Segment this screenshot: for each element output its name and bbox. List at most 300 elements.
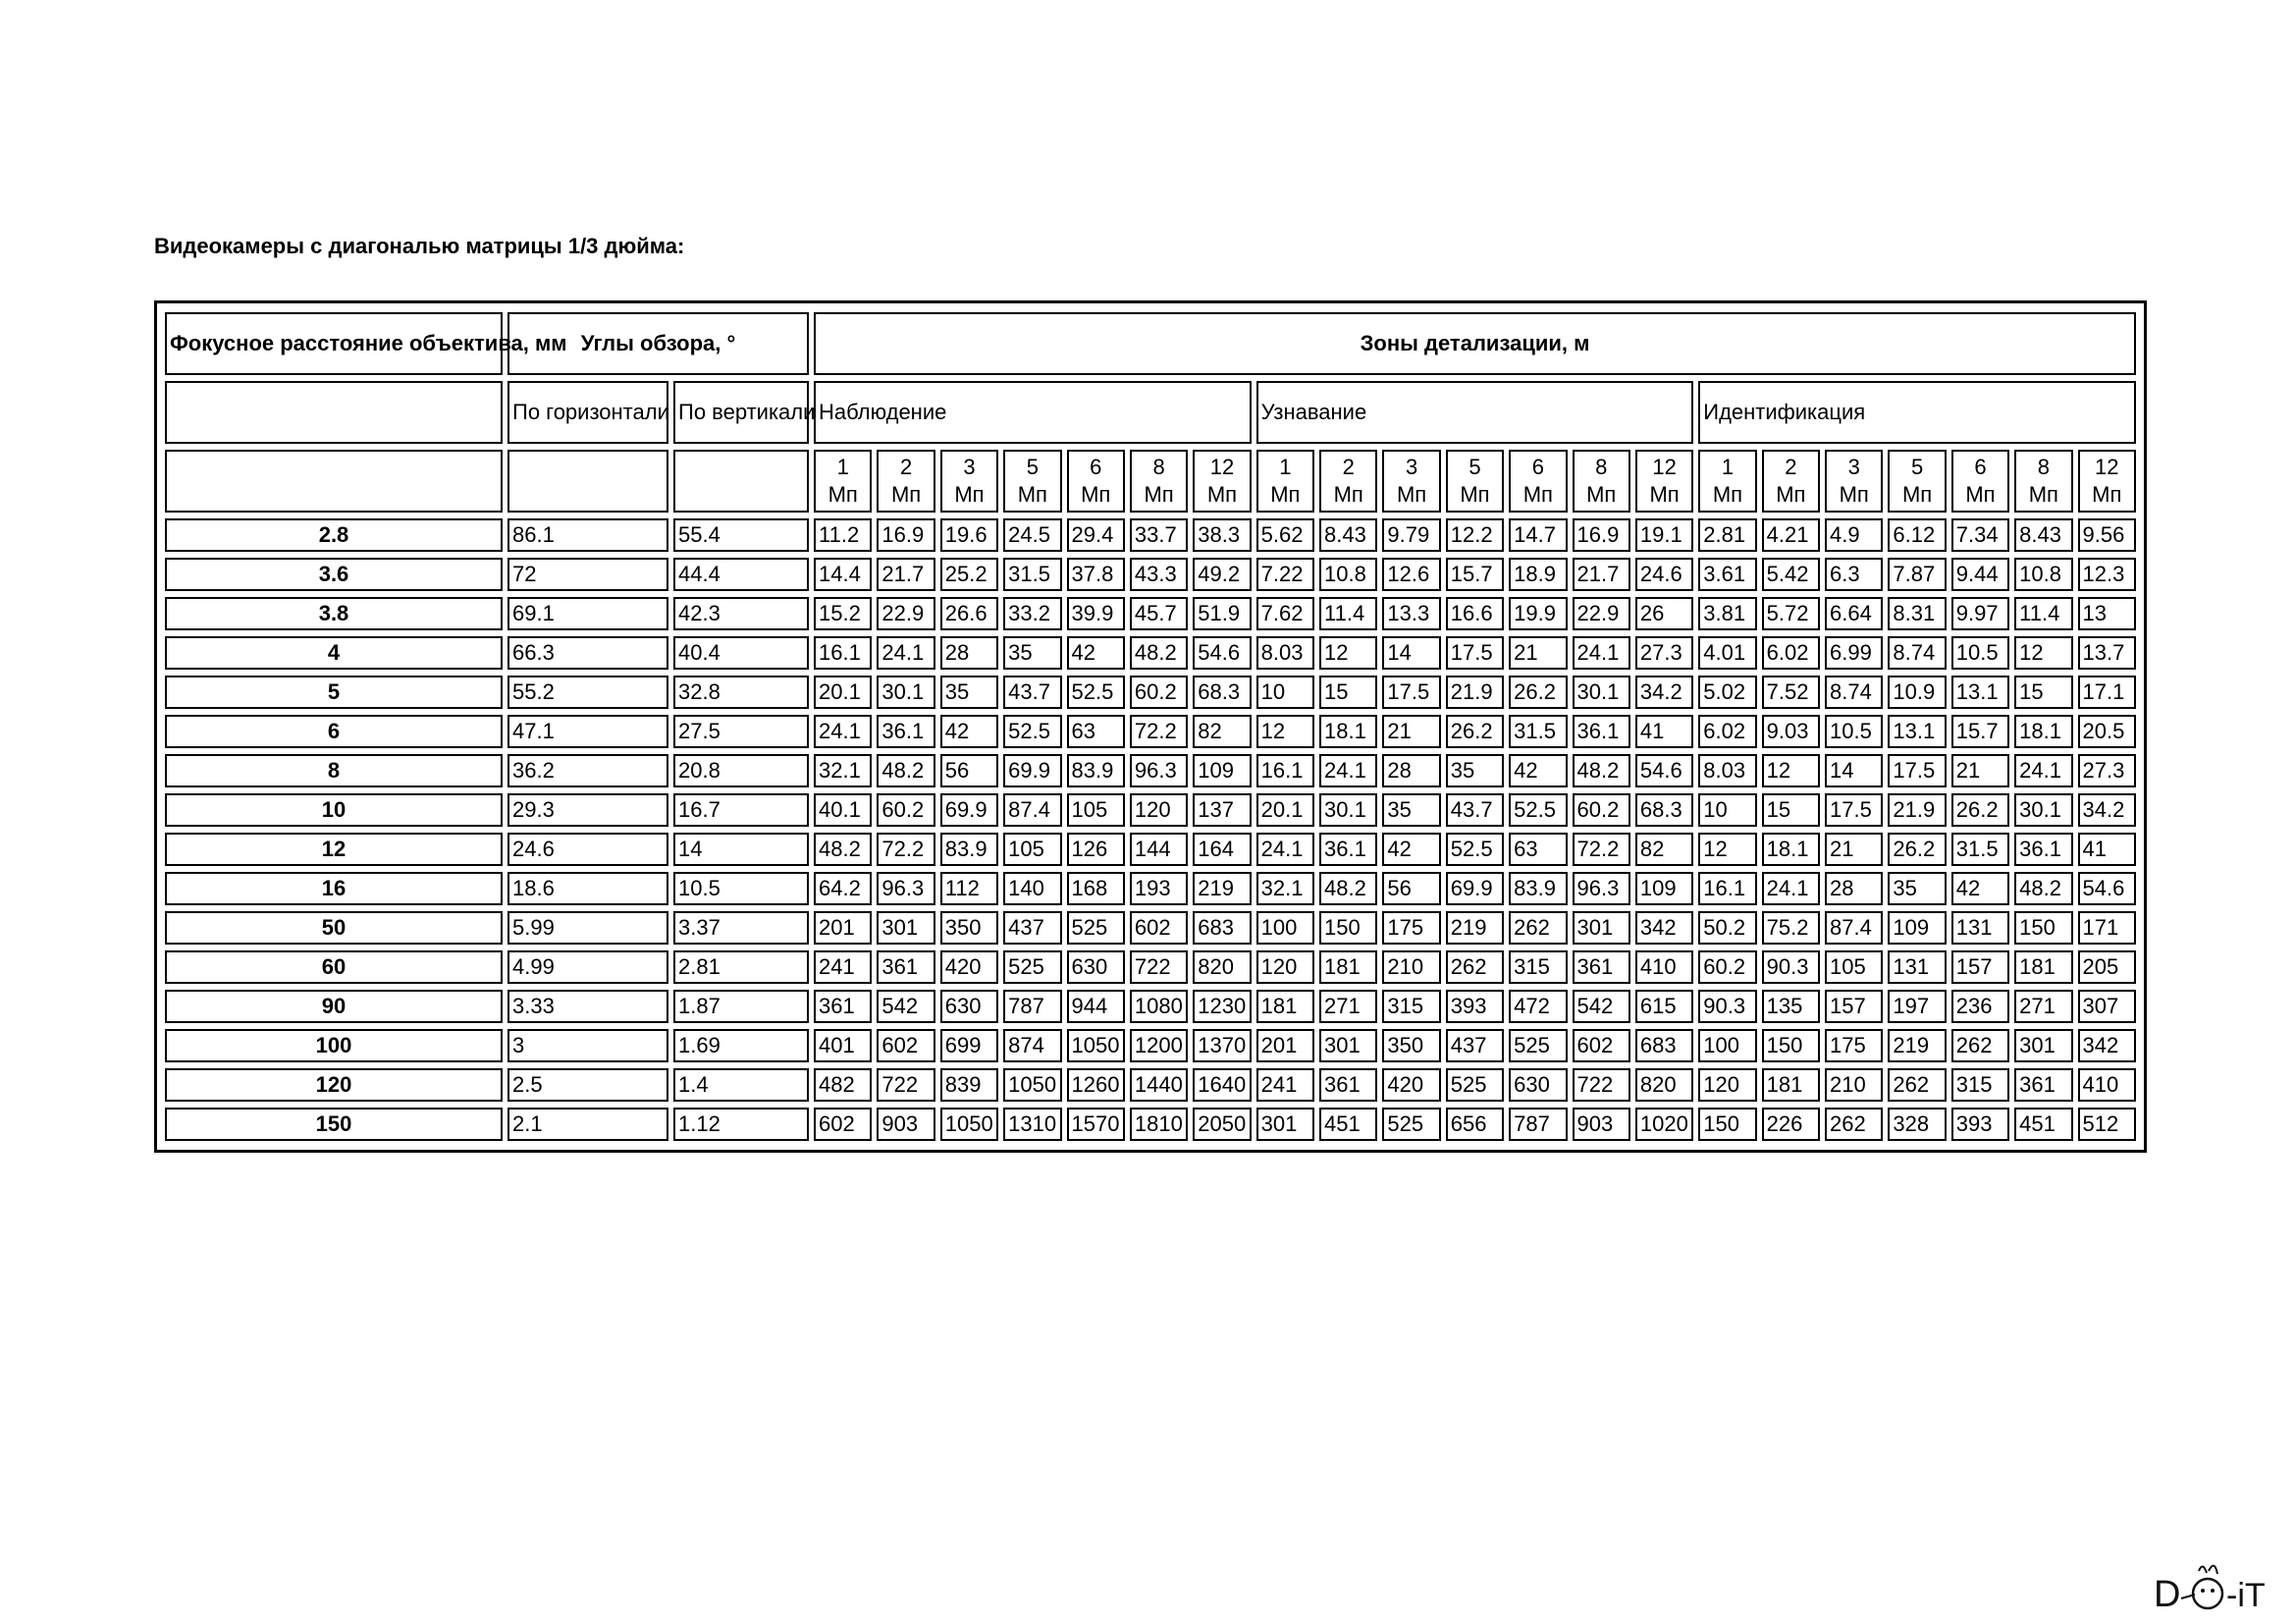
value-cell: 525 <box>1382 1108 1440 1141</box>
detail-zones-table <box>160 306 2141 1147</box>
value-cell: 19.6 <box>940 518 998 552</box>
mp-value: 12 <box>2095 455 2119 479</box>
header-group-observation: Наблюдение <box>814 381 1252 444</box>
value-cell: 66.3 <box>507 636 668 670</box>
value-cell: 944 <box>1067 990 1125 1023</box>
header-mp-cell <box>1382 450 1440 513</box>
value-cell: 10.5 <box>1825 715 1883 748</box>
value-cell: 2.81 <box>673 950 809 984</box>
mp-value: 8 <box>1595 455 1608 479</box>
value-cell: 120 <box>1256 950 1314 984</box>
value-cell: 35 <box>940 676 998 709</box>
mp-value: 8 <box>1152 455 1165 479</box>
value-cell: 10 <box>1256 676 1314 709</box>
mp-value: 5 <box>1468 455 1481 479</box>
value-cell: 16.1 <box>814 636 872 670</box>
mp-value: 6 <box>1531 455 1544 479</box>
value-cell: 18.1 <box>2014 715 2072 748</box>
table-row <box>165 636 2136 670</box>
value-cell: 24.1 <box>1256 833 1314 866</box>
value-cell: 22.9 <box>877 597 934 630</box>
value-cell: 210 <box>1825 1068 1883 1102</box>
value-cell: 47.1 <box>507 715 668 748</box>
value-cell: 41 <box>2078 833 2136 866</box>
value-cell: 602 <box>877 1029 934 1062</box>
value-cell: 24.1 <box>814 715 872 748</box>
value-cell: 14 <box>1825 754 1883 787</box>
value-cell: 83.9 <box>940 833 998 866</box>
value-cell: 10.9 <box>1888 676 1946 709</box>
mp-value: 3 <box>1405 455 1418 479</box>
value-cell: 361 <box>814 990 872 1023</box>
value-cell: 37.8 <box>1067 558 1125 591</box>
value-cell: 262 <box>1951 1029 2009 1062</box>
value-cell: 112 <box>940 872 998 905</box>
value-cell: 262 <box>1825 1108 1883 1141</box>
value-cell: 68.3 <box>1193 676 1251 709</box>
value-cell: 5.02 <box>1698 676 1756 709</box>
table-row <box>165 793 2136 827</box>
header-mp-cell <box>1130 450 1188 513</box>
value-cell: 60.2 <box>1698 950 1756 984</box>
value-cell: 262 <box>1509 911 1567 945</box>
value-cell: 1050 <box>1067 1029 1125 1062</box>
value-cell: 30.1 <box>1573 676 1630 709</box>
value-cell: 1370 <box>1193 1029 1251 1062</box>
value-cell: 109 <box>1635 872 1693 905</box>
value-cell: 30.1 <box>1319 793 1377 827</box>
value-cell: 13.1 <box>1951 676 2009 709</box>
value-cell: 44.4 <box>673 558 809 591</box>
value-cell: 315 <box>1951 1068 2009 1102</box>
value-cell: 28 <box>1825 872 1883 905</box>
table-row <box>165 1068 2136 1102</box>
value-cell: 100 <box>1698 1029 1756 1062</box>
value-cell: 12.6 <box>1382 558 1440 591</box>
value-cell: 11.4 <box>2014 597 2072 630</box>
value-cell: 72.2 <box>1573 833 1630 866</box>
focal-length-cell: 16 <box>165 872 503 905</box>
value-cell: 69.9 <box>1446 872 1504 905</box>
value-cell: 36.1 <box>1319 833 1377 866</box>
value-cell: 393 <box>1951 1108 2009 1141</box>
mp-value: 2 <box>1342 455 1355 479</box>
mp-value: 6 <box>1090 455 1102 479</box>
value-cell: 105 <box>1825 950 1883 984</box>
svg-text:-iT: -iT <box>2226 1577 2266 1614</box>
value-cell: 21.7 <box>877 558 934 591</box>
value-cell: 83.9 <box>1509 872 1567 905</box>
value-cell: 1640 <box>1193 1068 1251 1102</box>
mp-unit: Мп <box>1017 482 1047 507</box>
value-cell: 12.3 <box>2078 558 2136 591</box>
value-cell: 1050 <box>1003 1068 1061 1102</box>
value-cell: 241 <box>1256 1068 1314 1102</box>
value-cell: 31.5 <box>1509 715 1567 748</box>
value-cell: 43.3 <box>1130 558 1188 591</box>
value-cell: 52.5 <box>1509 793 1567 827</box>
value-cell: 630 <box>1509 1068 1567 1102</box>
value-cell: 262 <box>1446 950 1504 984</box>
mp-unit: Мп <box>828 482 858 507</box>
value-cell: 64.2 <box>814 872 872 905</box>
value-cell: 15.7 <box>1446 558 1504 591</box>
value-cell: 630 <box>940 990 998 1023</box>
value-cell: 26.2 <box>1509 676 1567 709</box>
value-cell: 16.7 <box>673 793 809 827</box>
value-cell: 393 <box>1446 990 1504 1023</box>
value-cell: 42 <box>1509 754 1567 787</box>
value-cell: 21 <box>1382 715 1440 748</box>
value-cell: 20.1 <box>814 676 872 709</box>
focal-length-cell: 8 <box>165 754 503 787</box>
value-cell: 7.87 <box>1888 558 1946 591</box>
value-cell: 1020 <box>1635 1108 1693 1141</box>
value-cell: 63 <box>1509 833 1567 866</box>
mp-unit: Мп <box>1649 482 1680 507</box>
value-cell: 109 <box>1193 754 1251 787</box>
value-cell: 1230 <box>1193 990 1251 1023</box>
value-cell: 33.2 <box>1003 597 1061 630</box>
value-cell: 3.33 <box>507 990 668 1023</box>
value-cell: 30.1 <box>877 676 934 709</box>
value-cell: 96.3 <box>1573 872 1630 905</box>
value-cell: 56 <box>940 754 998 787</box>
mp-unit: Мп <box>1965 482 1996 507</box>
value-cell: 525 <box>1446 1068 1504 1102</box>
rabbit-logo-icon <box>2152 1559 2289 1618</box>
value-cell: 307 <box>2078 990 2136 1023</box>
value-cell: 5.99 <box>507 911 668 945</box>
value-cell: 2.1 <box>507 1108 668 1141</box>
value-cell: 1260 <box>1067 1068 1125 1102</box>
value-cell: 722 <box>877 1068 934 1102</box>
document-caption: Видеокамеры с диагональю матрицы 1/3 дюйма: <box>154 234 685 258</box>
value-cell: 181 <box>1256 990 1314 1023</box>
value-cell: 171 <box>2078 911 2136 945</box>
value-cell: 301 <box>1256 1108 1314 1141</box>
mp-value: 2 <box>1785 455 1797 479</box>
mp-unit: Мп <box>1396 482 1427 507</box>
header-mp-cell <box>1193 450 1251 513</box>
value-cell: 72.2 <box>877 833 934 866</box>
mp-unit: Мп <box>1901 482 1933 507</box>
header-mp-cell <box>1762 450 1820 513</box>
value-cell: 21 <box>1509 636 1567 670</box>
value-cell: 60.2 <box>877 793 934 827</box>
value-cell: 17.5 <box>1382 676 1440 709</box>
mp-unit: Мп <box>954 482 985 507</box>
value-cell: 1810 <box>1130 1108 1188 1141</box>
value-cell: 40.1 <box>814 793 872 827</box>
focal-length-cell: 60 <box>165 950 503 984</box>
value-cell: 17.5 <box>1446 636 1504 670</box>
value-cell: 82 <box>1635 833 1693 866</box>
table-row <box>165 1108 2136 1141</box>
value-cell: 17.5 <box>1888 754 1946 787</box>
table-row <box>165 715 2136 748</box>
value-cell: 350 <box>1382 1029 1440 1062</box>
value-cell: 8.43 <box>2014 518 2072 552</box>
focal-length-cell: 3.6 <box>165 558 503 591</box>
value-cell: 271 <box>2014 990 2072 1023</box>
value-cell: 48.2 <box>1573 754 1630 787</box>
value-cell: 10.8 <box>1319 558 1377 591</box>
value-cell: 51.9 <box>1193 597 1251 630</box>
mp-unit: Мп <box>890 482 922 507</box>
mp-value: 8 <box>2037 455 2050 479</box>
value-cell: 96.3 <box>1130 754 1188 787</box>
value-cell: 32.1 <box>1256 872 1314 905</box>
value-cell: 60.2 <box>1130 676 1188 709</box>
value-cell: 181 <box>1762 1068 1820 1102</box>
value-cell: 420 <box>1382 1068 1440 1102</box>
value-cell: 135 <box>1762 990 1820 1023</box>
value-cell: 542 <box>1573 990 1630 1023</box>
table-row <box>165 833 2136 866</box>
value-cell: 21 <box>1825 833 1883 866</box>
value-cell: 164 <box>1193 833 1251 866</box>
table-row <box>165 1029 2136 1062</box>
value-cell: 38.3 <box>1193 518 1251 552</box>
value-cell: 68.3 <box>1635 793 1693 827</box>
value-cell: 131 <box>1888 950 1946 984</box>
mp-unit: Мп <box>1712 482 1743 507</box>
value-cell: 96.3 <box>877 872 934 905</box>
value-cell: 72.2 <box>1130 715 1188 748</box>
value-cell: 24.1 <box>1319 754 1377 787</box>
mp-value: 5 <box>1026 455 1039 479</box>
value-cell: 3 <box>507 1029 668 1062</box>
value-cell: 19.9 <box>1509 597 1567 630</box>
value-cell: 90.3 <box>1762 950 1820 984</box>
value-cell: 26.2 <box>1888 833 1946 866</box>
value-cell: 40.4 <box>673 636 809 670</box>
value-cell: 683 <box>1193 911 1251 945</box>
value-cell: 126 <box>1067 833 1125 866</box>
value-cell: 602 <box>1130 911 1188 945</box>
value-cell: 35 <box>1003 636 1061 670</box>
table-body <box>165 312 2136 1141</box>
mp-value: 3 <box>963 455 976 479</box>
mp-unit: Мп <box>1333 482 1363 507</box>
value-cell: 82 <box>1193 715 1251 748</box>
value-cell: 131 <box>1951 911 2009 945</box>
value-cell: 157 <box>1825 990 1883 1023</box>
value-cell: 137 <box>1193 793 1251 827</box>
value-cell: 20.8 <box>673 754 809 787</box>
focal-length-cell: 2.8 <box>165 518 503 552</box>
focal-length-cell: 100 <box>165 1029 503 1062</box>
value-cell: 45.7 <box>1130 597 1188 630</box>
value-cell: 10.5 <box>673 872 809 905</box>
focal-length-cell: 90 <box>165 990 503 1023</box>
value-cell: 20.5 <box>2078 715 2136 748</box>
value-cell: 32.8 <box>673 676 809 709</box>
value-cell: 342 <box>1635 911 1693 945</box>
value-cell: 12 <box>1256 715 1314 748</box>
value-cell: 181 <box>1319 950 1377 984</box>
value-cell: 14 <box>673 833 809 866</box>
value-cell: 48.2 <box>814 833 872 866</box>
header-row-sub <box>165 381 2136 444</box>
header-mp-cell <box>1825 450 1883 513</box>
value-cell: 8.74 <box>1825 676 1883 709</box>
mp-unit: Мп <box>1081 482 1111 507</box>
value-cell: 14.4 <box>814 558 872 591</box>
value-cell: 8.31 <box>1888 597 1946 630</box>
value-cell: 602 <box>1573 1029 1630 1062</box>
value-cell: 6.3 <box>1825 558 1883 591</box>
header-empty-cell <box>507 450 668 513</box>
value-cell: 20.1 <box>1256 793 1314 827</box>
svg-text:D: D <box>2154 1574 2181 1615</box>
header-row-main <box>165 312 2136 375</box>
value-cell: 451 <box>1319 1108 1377 1141</box>
value-cell: 14 <box>1382 636 1440 670</box>
value-cell: 72 <box>507 558 668 591</box>
value-cell: 5.42 <box>1762 558 1820 591</box>
value-cell: 13.1 <box>1888 715 1946 748</box>
value-cell: 48.2 <box>2014 872 2072 905</box>
value-cell: 150 <box>1698 1108 1756 1141</box>
focal-length-cell: 120 <box>165 1068 503 1102</box>
value-cell: 9.56 <box>2078 518 2136 552</box>
header-mp-cell <box>877 450 934 513</box>
value-cell: 54.6 <box>1635 754 1693 787</box>
value-cell: 201 <box>1256 1029 1314 1062</box>
value-cell: 21.9 <box>1888 793 1946 827</box>
value-cell: 525 <box>1067 911 1125 945</box>
value-cell: 3.81 <box>1698 597 1756 630</box>
value-cell: 12.2 <box>1446 518 1504 552</box>
value-cell: 6.64 <box>1825 597 1883 630</box>
value-cell: 2.81 <box>1698 518 1756 552</box>
value-cell: 437 <box>1003 911 1061 945</box>
header-mp-cell <box>1951 450 2009 513</box>
value-cell: 315 <box>1382 990 1440 1023</box>
mp-value: 12 <box>1209 455 1235 479</box>
header-mp-cell <box>814 450 872 513</box>
focal-length-cell: 3.8 <box>165 597 503 630</box>
value-cell: 42 <box>1951 872 2009 905</box>
value-cell: 8.43 <box>1319 518 1377 552</box>
header-empty-cell <box>165 450 503 513</box>
value-cell: 656 <box>1446 1108 1504 1141</box>
header-detail-zones: Зоны детализации, м <box>814 312 2136 375</box>
value-cell: 17.5 <box>1825 793 1883 827</box>
value-cell: 24.5 <box>1003 518 1061 552</box>
value-cell: 615 <box>1635 990 1693 1023</box>
focal-length-cell: 5 <box>165 676 503 709</box>
value-cell: 1050 <box>940 1108 998 1141</box>
value-cell: 24.6 <box>1635 558 1693 591</box>
value-cell: 181 <box>2014 950 2072 984</box>
value-cell: 90.3 <box>1698 990 1756 1023</box>
value-cell: 120 <box>1698 1068 1756 1102</box>
value-cell: 150 <box>2014 911 2072 945</box>
value-cell: 36.2 <box>507 754 668 787</box>
value-cell: 24.1 <box>1573 636 1630 670</box>
value-cell: 21.7 <box>1573 558 1630 591</box>
table-row <box>165 872 2136 905</box>
value-cell: 12 <box>1319 636 1377 670</box>
value-cell: 16.9 <box>877 518 934 552</box>
value-cell: 86.1 <box>507 518 668 552</box>
value-cell: 451 <box>2014 1108 2072 1141</box>
value-cell: 120 <box>1130 793 1188 827</box>
value-cell: 18.1 <box>1319 715 1377 748</box>
value-cell: 437 <box>1446 1029 1504 1062</box>
value-cell: 69.9 <box>940 793 998 827</box>
value-cell: 13.3 <box>1382 597 1440 630</box>
value-cell: 219 <box>1193 872 1251 905</box>
value-cell: 140 <box>1003 872 1061 905</box>
value-cell: 1440 <box>1130 1068 1188 1102</box>
value-cell: 22.9 <box>1573 597 1630 630</box>
value-cell: 5.72 <box>1762 597 1820 630</box>
header-row-megapixels <box>165 450 2136 513</box>
value-cell: 39.9 <box>1067 597 1125 630</box>
detail-zones-table-frame <box>154 300 2147 1153</box>
value-cell: 36.1 <box>1573 715 1630 748</box>
value-cell: 350 <box>940 911 998 945</box>
value-cell: 4.9 <box>1825 518 1883 552</box>
value-cell: 1310 <box>1003 1108 1061 1141</box>
header-mp-cell <box>1256 450 1314 513</box>
value-cell: 31.5 <box>1951 833 2009 866</box>
value-cell: 100 <box>1256 911 1314 945</box>
focal-length-cell: 150 <box>165 1108 503 1141</box>
value-cell: 35 <box>1888 872 1946 905</box>
table-row <box>165 911 2136 945</box>
value-cell: 24.1 <box>877 636 934 670</box>
value-cell: 5.62 <box>1256 518 1314 552</box>
value-cell: 33.7 <box>1130 518 1188 552</box>
mp-unit: Мп <box>1460 482 1490 507</box>
value-cell: 25.2 <box>940 558 998 591</box>
value-cell: 28 <box>940 636 998 670</box>
value-cell: 1.12 <box>673 1108 809 1141</box>
value-cell: 16.9 <box>1573 518 1630 552</box>
value-cell: 262 <box>1888 1068 1946 1102</box>
header-vertical: По вертикали <box>673 381 809 444</box>
header-mp-cell <box>1446 450 1504 513</box>
value-cell: 301 <box>877 911 934 945</box>
value-cell: 197 <box>1888 990 1946 1023</box>
value-cell: 226 <box>1762 1108 1820 1141</box>
value-cell: 26.6 <box>940 597 998 630</box>
value-cell: 361 <box>2014 1068 2072 1102</box>
value-cell: 401 <box>814 1029 872 1062</box>
value-cell: 342 <box>2078 1029 2136 1062</box>
value-cell: 874 <box>1003 1029 1061 1062</box>
value-cell: 420 <box>940 950 998 984</box>
header-mp-cell <box>2078 450 2136 513</box>
value-cell: 28 <box>1382 754 1440 787</box>
value-cell: 683 <box>1635 1029 1693 1062</box>
value-cell: 4.01 <box>1698 636 1756 670</box>
value-cell: 2.5 <box>507 1068 668 1102</box>
value-cell: 219 <box>1446 911 1504 945</box>
mp-unit: Мп <box>2028 482 2058 507</box>
value-cell: 15 <box>1762 793 1820 827</box>
value-cell: 1200 <box>1130 1029 1188 1062</box>
value-cell: 9.97 <box>1951 597 2009 630</box>
mp-value: 6 <box>1974 455 1987 479</box>
value-cell: 36.1 <box>877 715 934 748</box>
value-cell: 55.4 <box>673 518 809 552</box>
